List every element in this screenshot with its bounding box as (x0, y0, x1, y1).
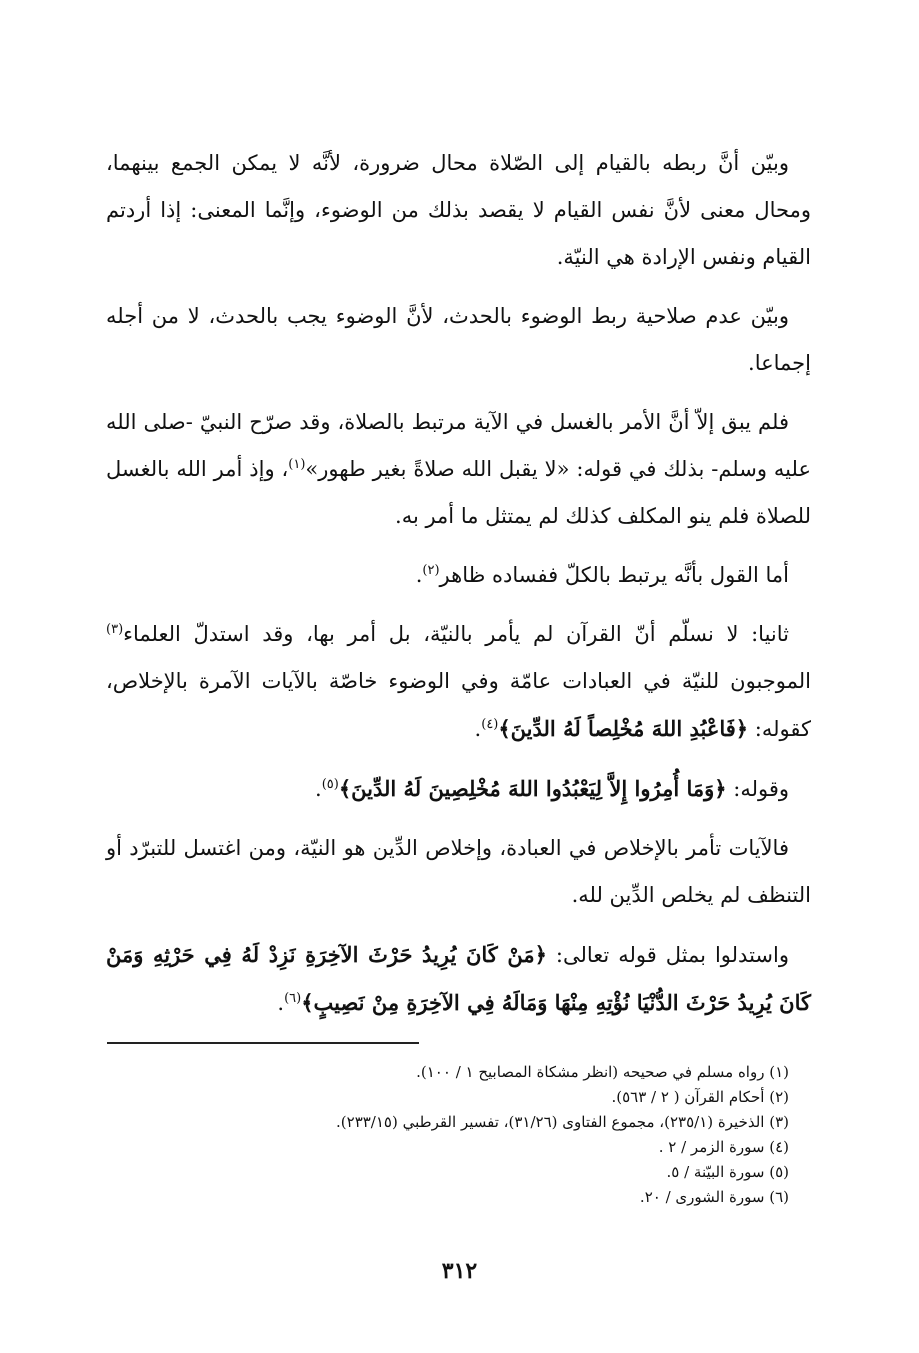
page-number: ٣١٢ (441, 1258, 478, 1284)
paragraph-text: . (415, 563, 423, 587)
footnote-ref-2: (٢) (422, 563, 440, 578)
footnote-2: (٢) أحكام القرآن ( ٢ / ٥٦٣). (611, 1088, 789, 1106)
footnotes (189, 1060, 789, 1210)
footnote-ref-3: (٣) (106, 622, 124, 637)
paragraph-text: . (315, 777, 322, 801)
paragraph-6 (106, 765, 811, 813)
paragraph-text: . (277, 991, 285, 1015)
footnote-divider (107, 1042, 419, 1044)
paragraph-text: فلم يبق إلاّ أنَّ الأمر بالغسل في الآية مرتبط بالصلاة، وقد صرّح النبيّ -صلى الله عليه وسلم- بذلك في قوله: «لا يقبل الله صلاةً بغير طهور» (106, 410, 811, 481)
paragraph-text: الموجبون للنيّة في العبادات عامّة وفي الوضوء خاصّة بالآيات الآمرة بالإخلاص، كقوله: (106, 669, 811, 741)
footnote-ref-5: (٥) (321, 777, 339, 792)
footnote-4: (٤) سورة الزمر / ٢ . (658, 1138, 789, 1156)
footnote-ref-6: (٦) (284, 991, 302, 1006)
quran-verse: ﴿مَنْ كَانَ يُرِيدُ حَرْثَ الآخِرَةِ نَزِدْ لَهُ فِي حَرْثِهِ وَمَنْ كَانَ يُرِيدُ حَرْثَ الدُّنْيَا نُؤْتِهِ مِنْهَا وَمَالَهُ فِي الآخِرَةِ مِنْ نَصِيبٍ﴾ (106, 942, 811, 1015)
footnote-1: (١) رواه مسلم في صحيحه (انظر مشكاة المصابيح ١ / ١٠٠). (416, 1063, 789, 1081)
footnote-ref-4: (٤) (481, 717, 499, 732)
paragraph-text: . (474, 717, 482, 741)
main-text (106, 140, 811, 1039)
paragraph-3 (106, 399, 811, 540)
paragraph-text: أما القول بأنَّه يرتبط بالكلّ ففساده ظاهر (439, 563, 789, 587)
footnote-5: (٥) سورة البيّنة / ٥. (666, 1163, 789, 1181)
paragraph-1 (106, 140, 811, 281)
paragraph-text: واستدلوا بمثل قوله تعالى: (546, 943, 789, 967)
paragraph-text: وبيّن أنَّ ربطه بالقيام إلى الصّلاة محال ضرورة، لأنَّه لا يمكن الجمع بينهما، ومحال معنى لأنَّ نفس القيام لا يقصد بذلك من الوضوء، وإنَّما المعنى: إذا أردتم القيام ونفس الإرادة هي النيّة. (106, 151, 811, 269)
footnote-6: (٦) سورة الشورى / ٢٠. (639, 1188, 789, 1206)
paragraph-text: ، وإذ أمر الله بالغسل للصلاة فلم ينو المكلف كذلك لم يمتثل ما أمر به. (106, 457, 811, 528)
paragraph-text: ثانيا: لا نسلّم أنّ القرآن لم يأمر بالنيّة، بل أمر بها، وقد استدلّ العلماء (123, 622, 789, 646)
paragraph-text: وقوله: (726, 777, 789, 801)
paragraph-8 (106, 931, 811, 1027)
paragraph-5 (106, 611, 811, 753)
quran-verse: ﴿وَمَا أُمِرُوا إِلاَّ لِيَعْبُدُوا اللهَ مُخْلِصِينَ لَهُ الدِّينَ﴾ (338, 776, 727, 801)
footnote-ref-1: (١) (288, 457, 306, 472)
paragraph-text: وبيّن عدم صلاحية ربط الوضوء بالحدث، لأنَّ الوضوء يجب بالحدث، لا من أجله إجماعا. (106, 304, 811, 375)
paragraph-7 (106, 825, 811, 919)
footnote-3: (٣) الذخيرة (٢٣٥/١)، مجموع الفتاوى (٣١/٢٦)، تفسير القرطبي (٢٣٣/١٥). (336, 1113, 789, 1131)
quran-verse: ﴿فَاعْبُدِ اللهَ مُخْلِصاً لَهُ الدِّينَ﴾ (498, 716, 749, 741)
paragraph-2 (106, 293, 811, 387)
paragraph-4 (106, 552, 811, 599)
paragraph-text: فالآيات تأمر بالإخلاص في العبادة، وإخلاص الدِّين هو النيّة، ومن اغتسل للتبرّد أو التنظف لم يخلص الدِّين لله. (106, 836, 811, 907)
